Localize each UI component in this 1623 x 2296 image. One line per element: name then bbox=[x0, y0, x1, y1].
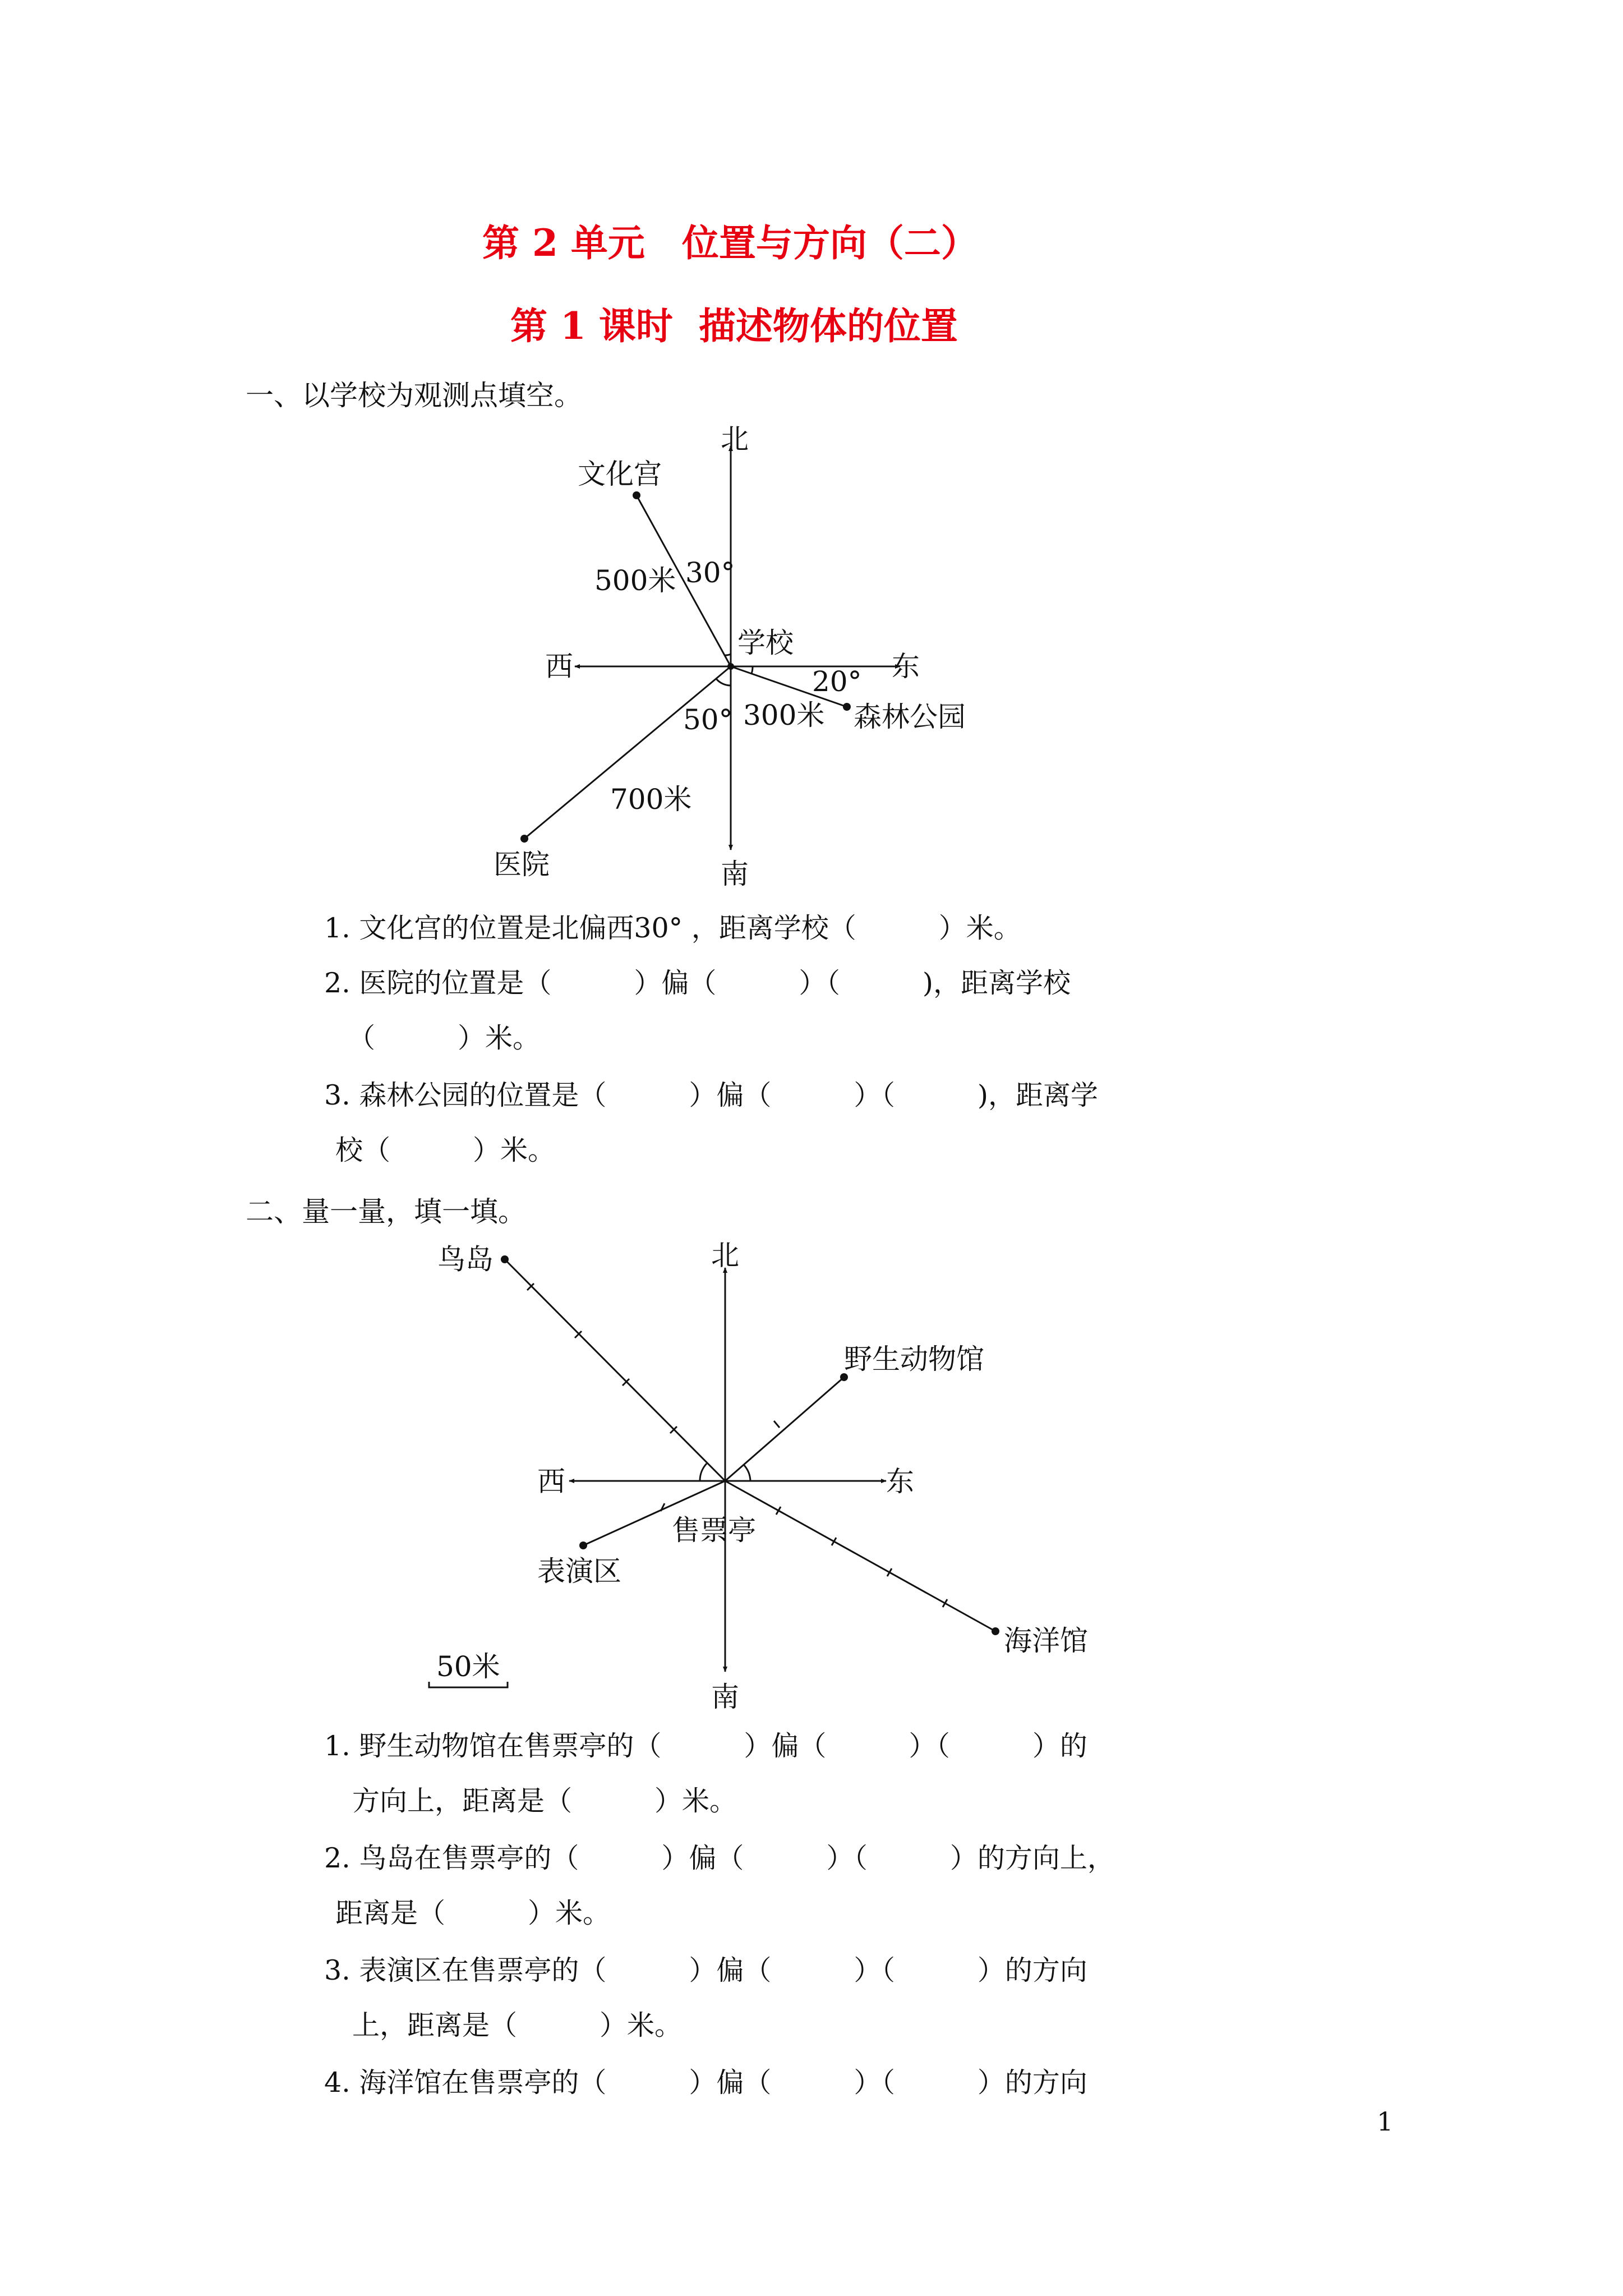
page-subtitle: 第 1 课时 描述物体的位置 bbox=[510, 304, 958, 348]
label-show-area: 表演区 bbox=[537, 1555, 621, 1588]
arc-bird bbox=[700, 1464, 707, 1481]
section2-heading: 二、量一量，填一填。 bbox=[246, 1195, 526, 1228]
label-park: 森林公园 bbox=[854, 701, 966, 733]
label-scale: 50米 bbox=[436, 1650, 500, 1683]
label-palace: 文化宫 bbox=[578, 458, 662, 490]
label-zoo: 野生动物馆 bbox=[844, 1343, 984, 1375]
page-number: 1 bbox=[1377, 2106, 1394, 2137]
s2-q4-line1: 4. 海洋馆在售票亭的（ ）偏（ ）（ ）的方向 bbox=[324, 2067, 1087, 2099]
s1-q3-line1: 3. 森林公园的位置是（ ）偏（ ）（ )，距离学 bbox=[324, 1079, 1098, 1111]
s1-q1-line1: 1. 文化宫的位置是北偏西30° ，距离学校（ ）米。 bbox=[324, 912, 1021, 944]
s1-q2-line2: （ ）米。 bbox=[348, 1022, 541, 1054]
label-west: 西 bbox=[545, 650, 573, 683]
label-east: 东 bbox=[892, 650, 920, 683]
s1-q2-line1: 2. 医院的位置是（ ）偏（ ）（ )，距离学校 bbox=[324, 967, 1071, 999]
label-hospital-distance: 700米 bbox=[610, 783, 692, 816]
line-ocean bbox=[725, 1481, 995, 1631]
label-ticket-booth: 售票亭 bbox=[672, 1514, 756, 1547]
label2-north: 北 bbox=[711, 1239, 739, 1272]
s2-q1-line1: 1. 野生动物馆在售票亭的（ ）偏（ ）（ ）的 bbox=[324, 1730, 1087, 1762]
label-south: 南 bbox=[721, 858, 749, 890]
label2-west: 西 bbox=[537, 1465, 565, 1498]
label-palace-distance: 500米 bbox=[594, 564, 676, 597]
bird-island-point bbox=[501, 1255, 509, 1263]
page-title: 第 2 单元 位置与方向（二） bbox=[482, 221, 978, 265]
label2-south: 南 bbox=[711, 1681, 739, 1713]
label-school: 学校 bbox=[737, 627, 794, 659]
s2-q3-line2: 上，距离是（ ）米。 bbox=[352, 2009, 683, 2041]
s2-q3-line1: 3. 表演区在售票亭的（ ）偏（ ）（ ）的方向 bbox=[324, 1954, 1087, 1986]
s2-q1-line2: 方向上，距离是（ ）米。 bbox=[352, 1785, 737, 1817]
line-zoo bbox=[725, 1377, 844, 1481]
s1-q3-line2: 校（ ）米。 bbox=[335, 1134, 556, 1166]
label-north: 北 bbox=[721, 423, 749, 455]
label-hospital: 医院 bbox=[494, 848, 550, 881]
s2-q2-line1: 2. 鸟岛在售票亭的（ ）偏（ ）（ ）的方向上， bbox=[324, 1842, 1115, 1874]
arc-zoo bbox=[744, 1465, 750, 1481]
label-hospital-angle: 50° bbox=[683, 703, 733, 736]
section1-heading: 一、以学校为观测点填空。 bbox=[246, 379, 582, 412]
show-area-point bbox=[579, 1542, 587, 1549]
ocean-point bbox=[992, 1627, 999, 1635]
label-park-angle: 20° bbox=[812, 665, 862, 698]
line-bird-island bbox=[505, 1259, 725, 1481]
label2-east: 东 bbox=[886, 1465, 914, 1498]
label-bird-island: 鸟岛 bbox=[437, 1243, 494, 1276]
label-palace-angle: 30° bbox=[685, 556, 735, 589]
s2-q2-line2: 距离是（ ）米。 bbox=[335, 1897, 611, 1929]
label-park-distance: 300米 bbox=[743, 699, 825, 731]
label-ocean: 海洋馆 bbox=[1004, 1625, 1088, 1657]
